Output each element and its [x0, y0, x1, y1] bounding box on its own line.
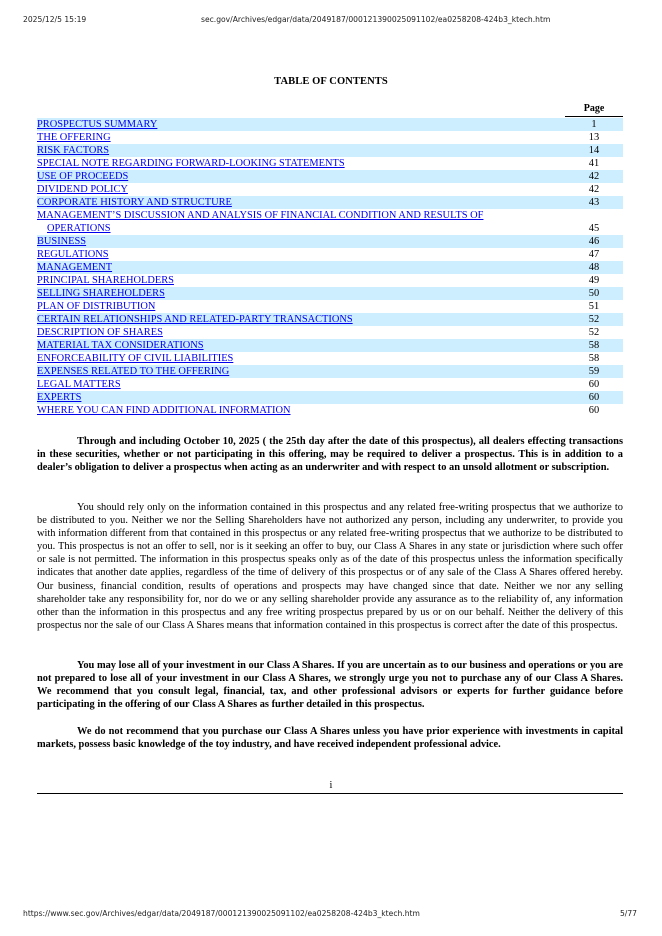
toc-row [37, 274, 623, 287]
toc-page-number: 52 [588, 314, 600, 325]
toc-label-cell [37, 300, 547, 313]
toc-label-cell [37, 274, 547, 287]
toc-link-continuation[interactable]: OPERATIONS [47, 223, 111, 234]
toc-link[interactable]: PRINCIPAL SHAREHOLDERS [37, 275, 174, 286]
toc-row [37, 157, 623, 170]
toc-row [37, 365, 623, 378]
toc-label-cell [37, 131, 547, 144]
toc-label-cell [37, 157, 547, 170]
toc-page-number: 46 [588, 236, 600, 247]
toc-label-cell [37, 391, 547, 404]
toc-row [37, 183, 623, 196]
toc-label-cell [37, 235, 547, 248]
dealer-notice-text: Through and including October 10, 2025 ( the 25th day after the date of this prospectus), all dealers effecting transactions in these securities, whether or not participating in this offering, may be required to deliver a prospectus. This is in addition to a dealer’s obligation to deliver a prospectus when acting as an underwriter and with respect to an unsold allotment or subscription. [37, 436, 623, 474]
toc-page-number: 52 [588, 327, 600, 338]
toc-page-number: 45 [588, 223, 600, 234]
toc-label-cell [37, 339, 547, 352]
toc-link[interactable]: MANAGEMENT’S DISCUSSION AND ANALYSIS OF FINANCIAL CONDITION AND RESULTS OF [37, 210, 484, 221]
toc-row [37, 196, 623, 209]
toc-row [37, 352, 623, 365]
toc-label-cell [37, 287, 547, 300]
dealer-notice-paragraph [37, 435, 623, 474]
toc-label-cell [37, 404, 547, 417]
toc-label-cell [37, 313, 547, 326]
toc-page-number: 60 [588, 379, 600, 390]
toc-page-number: 58 [588, 340, 600, 351]
toc-link[interactable]: ENFORCEABILITY OF CIVIL LIABILITIES [37, 353, 234, 364]
toc-link[interactable]: PROSPECTUS SUMMARY [37, 119, 158, 130]
experience-warning-text: We do not recommend that you purchase our Class A Shares unless you have prior experience with investments in capital markets, possess basic knowledge of the toy industry, and have received independent professional advice. [37, 726, 623, 751]
toc-row [37, 144, 623, 157]
toc-label-cell [37, 365, 547, 378]
toc-label-cell [37, 170, 547, 183]
toc-page-number: 60 [588, 392, 600, 403]
toc-row [37, 287, 623, 300]
toc-link[interactable]: DESCRIPTION OF SHARES [37, 327, 163, 338]
toc-row [37, 404, 623, 417]
footer-page-count: 5/77 [619, 909, 637, 918]
toc-page-number: 41 [588, 158, 600, 169]
toc-row [37, 300, 623, 313]
toc-row [37, 313, 623, 326]
toc-page-number: 43 [588, 197, 600, 208]
toc-link[interactable]: THE OFFERING [37, 132, 111, 143]
page-number: i [329, 780, 333, 791]
toc-link[interactable]: EXPERTS [37, 392, 82, 403]
toc-row [37, 131, 623, 144]
print-date: 2025/12/5 15:19 [23, 15, 87, 24]
toc-link[interactable]: REGULATIONS [37, 249, 109, 260]
toc-row [37, 261, 623, 274]
toc-label-cell [37, 378, 547, 391]
toc-link[interactable]: CERTAIN RELATIONSHIPS AND RELATED-PARTY TRANSACTIONS [37, 314, 353, 325]
toc-label-cell [37, 248, 547, 261]
toc-page-number: 14 [588, 145, 600, 156]
page-divider [37, 793, 623, 794]
toc-link[interactable]: SELLING SHAREHOLDERS [37, 288, 165, 299]
toc-link[interactable]: BUSINESS [37, 236, 87, 247]
reliance-paragraph [37, 501, 623, 632]
toc-rows [37, 118, 623, 417]
toc-link[interactable]: PLAN OF DISTRIBUTION [37, 301, 156, 312]
toc-page-number: 47 [588, 249, 600, 260]
toc-label-cell [37, 352, 547, 365]
loss-warning-text: You may lose all of your investment in our Class A Shares. If you are uncertain as to our business and operations or you are not prepared to lose all of your investment in our Class A Shares, we strongly urge you not to purchase any of our Class A Shares. We recommend that you consult legal, financial, tax, and other professional advisors or experts for further guidance before participating in the offering of our Class A Shares as further detailed in this prospectus. [37, 660, 623, 711]
toc-page-number: 42 [588, 171, 600, 182]
table-of-contents [37, 103, 623, 417]
toc-link[interactable]: USE OF PROCEEDS [37, 171, 129, 182]
toc-page-number: 51 [588, 301, 600, 312]
toc-row [37, 209, 623, 235]
toc-page-number: 13 [588, 132, 600, 143]
toc-page-column-header: Page [565, 103, 623, 117]
loss-warning-paragraph [37, 659, 623, 711]
toc-label-cell [37, 183, 547, 196]
print-url: sec.gov/Archives/edgar/data/2049187/000121390025091102/ea0258208-424b3_ktech.htm [201, 15, 551, 24]
toc-row [37, 118, 623, 131]
toc-link[interactable]: LEGAL MATTERS [37, 379, 121, 390]
toc-label-cell [37, 196, 547, 209]
toc-row [37, 326, 623, 339]
toc-page-number: 58 [588, 353, 600, 364]
toc-link[interactable]: MANAGEMENT [37, 262, 113, 273]
toc-label-cell [37, 326, 547, 339]
toc-page-number: 50 [588, 288, 600, 299]
toc-page-number: 60 [588, 405, 600, 416]
print-footer [23, 909, 639, 921]
toc-label-cell [37, 209, 547, 235]
experience-warning-paragraph [37, 725, 623, 751]
toc-page-number: 42 [588, 184, 600, 195]
toc-row [37, 248, 623, 261]
toc-page-number: 59 [588, 366, 600, 377]
toc-row [37, 391, 623, 404]
toc-row [37, 378, 623, 391]
toc-label-cell [37, 118, 547, 131]
toc-page-number: 48 [588, 262, 600, 273]
toc-page-number: 1 [591, 119, 597, 130]
toc-header [37, 103, 623, 118]
toc-row [37, 170, 623, 183]
toc-link[interactable]: WHERE YOU CAN FIND ADDITIONAL INFORMATION [37, 405, 291, 416]
toc-link[interactable]: CORPORATE HISTORY AND STRUCTURE [37, 197, 232, 208]
reliance-text: You should rely only on the information contained in this prospectus and any related free-writing prospectus that we authorize to be distributed to you. Neither we nor the Selling Shareholders have not authorized any person, including any underwriter, to provide you with information different from that contained in this prospectus or any related free-writing prospectus that we authorize to be distributed to you. This prospectus is not an offer to sell, nor is it seeking an offer to buy, our Class A Shares in any state or jurisdiction where such offer or sale is not permitted. The information in this prospectus speaks only as of the date of this prospectus unless the information specifically indicates that another date applies, regardless of the time of delivery of this prospectus or of any sale of the Class A Shares offered hereby. Our business, financial condition, results of operations and prospects may have changed since that date. Neither we nor any selling shareholder take any responsibility for, nor do we or any selling shareholder provide any assurance as to the reliability of, any information other than the information in this prospectus and any free writing prospectus prepared by us or on our behalf. Neither the delivery of this prospectus nor the sale of our Class A Shares means that information contained in this prospectus is correct after the date of this prospectus. [37, 502, 623, 631]
toc-row [37, 339, 623, 352]
toc-page-number: 49 [588, 275, 600, 286]
toc-label-cell [37, 261, 547, 274]
print-header [23, 15, 639, 27]
toc-title: TABLE OF CONTENTS [274, 76, 388, 87]
toc-link[interactable]: DIVIDEND POLICY [37, 184, 128, 195]
toc-link[interactable]: RISK FACTORS [37, 145, 110, 156]
toc-link[interactable]: SPECIAL NOTE REGARDING FORWARD-LOOKING STATEMENTS [37, 158, 345, 169]
toc-label-cell [37, 144, 547, 157]
toc-link[interactable]: MATERIAL TAX CONSIDERATIONS [37, 340, 204, 351]
toc-link[interactable]: EXPENSES RELATED TO THE OFFERING [37, 366, 230, 377]
toc-row [37, 235, 623, 248]
footer-url: https://www.sec.gov/Archives/edgar/data/2049187/000121390025091102/ea0258208-424b3_ktech.htm [23, 909, 420, 918]
